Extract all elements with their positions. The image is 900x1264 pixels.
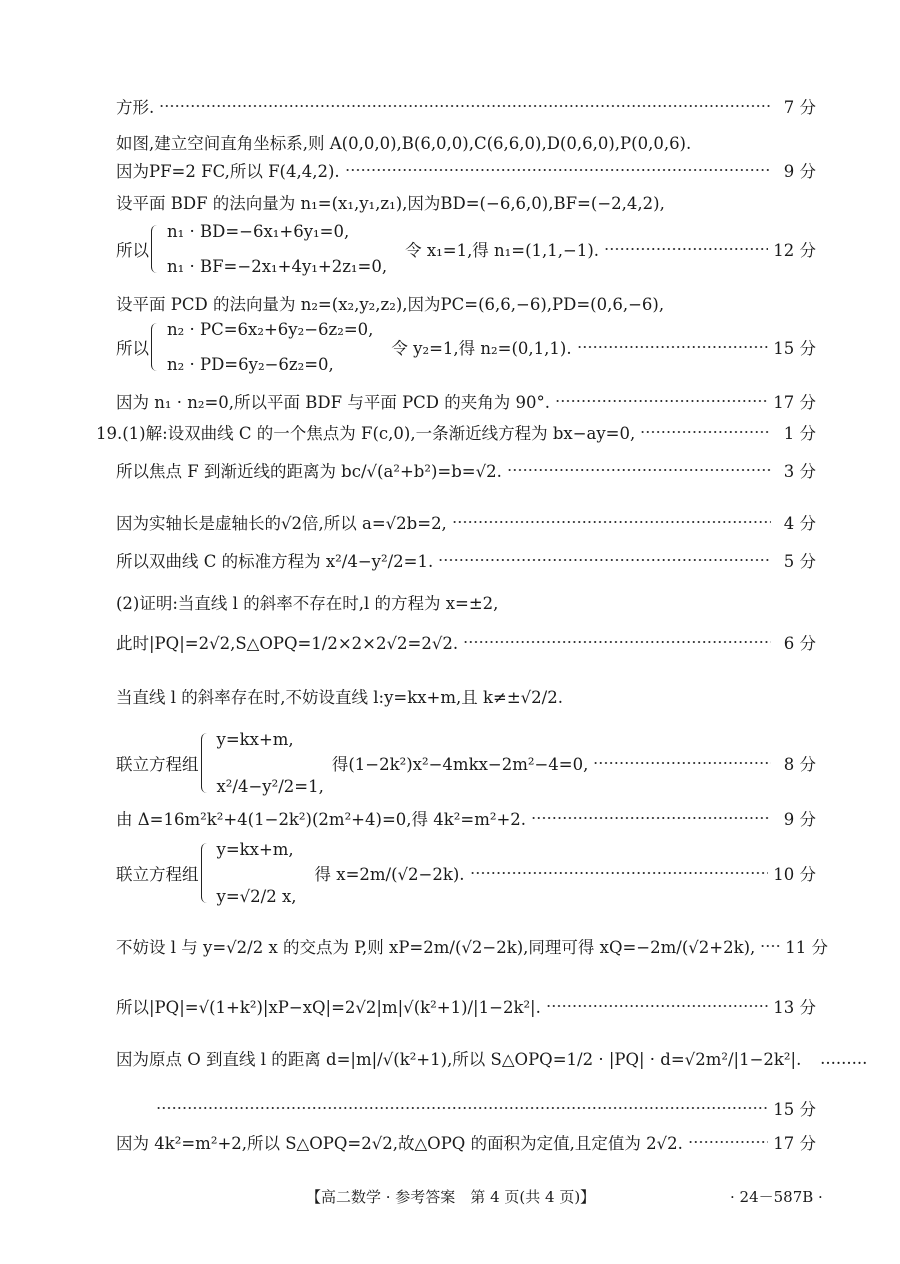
score-label: 7 分 <box>783 98 816 117</box>
equation-system-line: 所以 n₂ · PC=6x₂+6y₂−6z₂=0, n₂ · PD=6y₂−6z₂=0, 令 y₂=1,得 n₂=(0,1,1). 15 分 <box>116 320 816 374</box>
dot-leader <box>156 1107 768 1109</box>
dot-leader <box>438 559 771 561</box>
answer-line: 因为 n₁ · n₂=0,所以平面 BDF 与平面 PCD 的夹角为 90°. 17 分 <box>116 389 816 413</box>
footer-page-info: 【高二数学 · 参考答案 第 4 页(共 4 页)】 <box>306 1188 596 1206</box>
answer-line: 此时|PQ|=2√2,S△OPQ=1/2×2×2√2=2√2. 6 分 <box>116 630 816 654</box>
dot-leader <box>546 1005 768 1007</box>
answer-line: 所以焦点 F 到渐近线的距离为 bc/√(a²+b²)=b=√2. 3 分 <box>116 458 816 482</box>
answer-line <box>116 1096 816 1120</box>
question-19-part-2: (2)证明:当直线 l 的斜率不存在时,l 的方程为 x=±2, <box>116 594 499 613</box>
dot-leader <box>688 1141 768 1143</box>
answer-line: 所以双曲线 C 的标准方程为 x²/4−y²/2=1. 5 分 <box>116 548 816 572</box>
dot-leader <box>463 641 771 643</box>
question-19-part-1: 19.(1)解:设双曲线 C 的一个焦点为 F(c,0),一条渐近线方程为 bx−ay=0, 1 分 <box>96 420 816 444</box>
dot-leader <box>507 469 771 471</box>
equation-system-line: 所以 n₁ · BD=−6x₁+6y₁=0, n₁ · BF=−2x₁+4y₁+2z₁=0, 令 x₁=1,得 n₁=(1,1,−1). 12 分 <box>116 222 816 276</box>
score-label: 13 分 <box>773 998 816 1017</box>
score-label: 9 分 <box>783 162 816 181</box>
score-label: 12 分 <box>773 241 816 260</box>
dot-leader <box>452 521 771 523</box>
dot-leader <box>531 817 771 819</box>
equation-system: y=kx+m, x²/4−y²/2=1, <box>216 730 324 796</box>
answer-line: 因为原点 O 到直线 l 的距离 d=|m|/√(k²+1),所以 S△OPQ=1/2 · |PQ| · d=√2m²/|1−2k²|. ......... <box>116 1048 868 1069</box>
score-label: 6 分 <box>783 634 816 653</box>
score-label: 4 分 <box>783 514 816 533</box>
left-brace <box>151 225 162 273</box>
answer-line: 不妨设 l 与 y=√2/2 x 的交点为 P,则 xP=2m/(√2−2k),同理可得 xQ=−2m/(√2+2k), 11 分 <box>116 934 816 958</box>
score-label: 15 分 <box>773 339 816 358</box>
left-brace <box>151 323 162 371</box>
score-label: 3 分 <box>783 462 816 481</box>
equation-system: n₁ · BD=−6x₁+6y₁=0, n₁ · BF=−2x₁+4y₁+2z₁=0, <box>167 222 388 276</box>
score-label: 10 分 <box>773 865 816 884</box>
dot-leader <box>345 169 771 171</box>
equation-system: n₂ · PC=6x₂+6y₂−6z₂=0, n₂ · PD=6y₂−6z₂=0, <box>167 320 374 374</box>
dot-leader <box>470 872 769 874</box>
answer-line: 设平面 BDF 的法向量为 n₁=(x₁,y₁,z₁),因为BD=(−6,6,0),BF=(−2,4,2), <box>116 194 665 213</box>
score-label: 11 分 <box>785 938 829 957</box>
answer-line: 因为实轴长是虚轴长的√2倍,所以 a=√2b=2, 4 分 <box>116 510 816 534</box>
answer-line: 因为 4k²=m²+2,所以 S△OPQ=2√2,故△OPQ 的面积为定值,且定值为 2√2. 17 分 <box>116 1130 816 1154</box>
score-label: 15 分 <box>773 1100 816 1119</box>
answer-line: 由 Δ=16m²k²+4(1−2k²)(2m²+4)=0,得 4k²=m²+2. 9 分 <box>116 806 816 830</box>
answer-line: 设平面 PCD 的法向量为 n₂=(x₂,y₂,z₂),因为PC=(6,6,−6),PD=(0,6,−6), <box>116 295 665 314</box>
score-label: 1 分 <box>783 424 816 443</box>
score-label: 9 分 <box>783 810 816 829</box>
equation-system-line: 联立方程组 y=kx+m, x²/4−y²/2=1, 得(1−2k²)x²−4mkx−2m²−4=0, 8 分 <box>116 730 816 796</box>
equation-system-line: 联立方程组 y=kx+m, y=√2/2 x, 得 x=2m/(√2−2k). 10 分 <box>116 840 816 906</box>
equation-system: y=kx+m, y=√2/2 x, <box>216 840 297 906</box>
dot-leader <box>555 400 768 402</box>
dot-leader <box>604 248 768 250</box>
dot-leader <box>577 346 769 348</box>
score-label: 17 分 <box>773 393 816 412</box>
answer-line: 因为PF=2 FC,所以 F(4,4,2). 9 分 <box>116 158 816 182</box>
dot-leader <box>760 945 780 947</box>
score-label: 5 分 <box>783 552 816 571</box>
answer-line: 当直线 l 的斜率存在时,不妨设直线 l:y=kx+m,且 k≠±√2/2. <box>116 688 563 707</box>
score-label: 8 分 <box>783 755 816 774</box>
dot-leader <box>640 431 771 433</box>
answer-line: 所以|PQ|=√(1+k²)|xP−xQ|=2√2|m|√(k²+1)/|1−2k²|. 13 分 <box>116 994 816 1018</box>
left-brace <box>201 843 212 903</box>
footer-code: · 24－587B · <box>730 1188 823 1206</box>
answer-line: 如图,建立空间直角坐标系,则 A(0,0,0),B(6,0,0),C(6,6,0),D(0,6,0),P(0,0,6). <box>116 134 692 153</box>
continuation-dots: ......... <box>820 1048 868 1068</box>
score-label: 17 分 <box>773 1134 816 1153</box>
dot-leader <box>159 105 771 107</box>
answer-line: 方形. 7 分 <box>116 94 816 118</box>
left-brace <box>201 733 212 793</box>
dot-leader <box>593 762 771 764</box>
